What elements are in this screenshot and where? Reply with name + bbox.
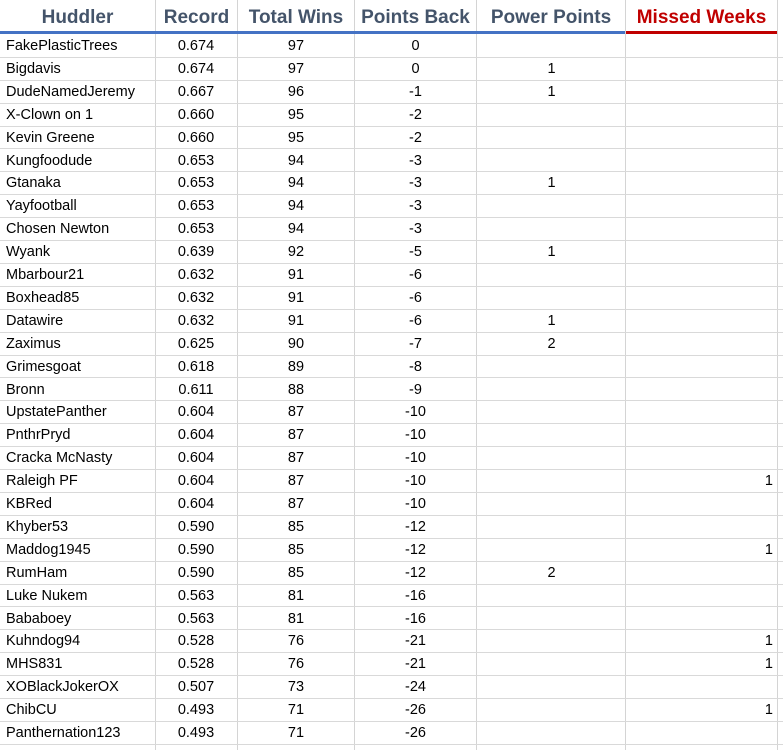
cell-huddler[interactable]: Bronn <box>6 381 45 398</box>
table-row <box>0 58 783 81</box>
cell-record[interactable]: 0.604 <box>177 473 215 490</box>
cell-missed-weeks[interactable] <box>627 150 773 173</box>
table-row <box>0 241 783 264</box>
cell-power-points[interactable] <box>478 699 625 722</box>
table-row <box>0 516 783 539</box>
cell-missed-weeks[interactable] <box>627 81 773 104</box>
cell-huddler[interactable]: PnthrPryd <box>6 427 71 444</box>
cell-missed-weeks[interactable]: 1 <box>764 633 773 650</box>
cell-power-points[interactable]: 2 <box>547 564 556 581</box>
cell-total-wins[interactable]: 89 <box>287 358 305 375</box>
cell-power-points[interactable] <box>478 585 625 608</box>
cell-points-back[interactable]: -26 <box>405 725 426 741</box>
table-row <box>0 104 783 127</box>
cell-record[interactable]: 0.653 <box>177 175 215 192</box>
cell-power-points[interactable] <box>478 379 625 402</box>
cell-power-points[interactable] <box>478 287 625 310</box>
cell-power-points[interactable] <box>478 539 625 562</box>
cell-record[interactable]: 0.590 <box>177 564 215 581</box>
cell-power-points[interactable] <box>478 195 625 218</box>
cell-missed-weeks[interactable] <box>627 195 773 218</box>
cell-record[interactable]: 0.604 <box>177 450 215 467</box>
cell-missed-weeks[interactable] <box>627 310 773 333</box>
cell-points-back[interactable]: -10 <box>405 450 426 467</box>
cell-points-back[interactable]: -21 <box>405 656 426 673</box>
cell-missed-weeks[interactable] <box>627 608 773 631</box>
cell-total-wins[interactable]: 85 <box>287 541 305 558</box>
cell-record[interactable]: 0.590 <box>177 541 215 558</box>
cell-total-wins[interactable]: 94 <box>287 175 305 192</box>
cell-huddler[interactable]: Mbarbour21 <box>6 267 85 283</box>
cell-huddler[interactable]: Gtanaka <box>6 175 61 192</box>
cell-record[interactable]: 0.674 <box>177 38 215 54</box>
cell-record[interactable]: 0.507 <box>177 679 215 696</box>
cell-huddler[interactable]: DudeNamedJeremy <box>6 83 135 100</box>
cell-record[interactable]: 0.618 <box>177 358 215 375</box>
cell-missed-weeks[interactable] <box>627 585 773 608</box>
cell-total-wins[interactable]: 87 <box>287 473 305 490</box>
cell-missed-weeks[interactable] <box>627 241 773 264</box>
header-total-wins[interactable]: Total Wins <box>248 6 344 28</box>
cell-power-points[interactable] <box>478 264 625 287</box>
cell-total-wins[interactable]: 94 <box>287 198 305 215</box>
cell-power-points[interactable] <box>478 150 625 173</box>
cell-total-wins[interactable]: 73 <box>287 679 305 696</box>
header-huddler[interactable]: Huddler <box>41 6 114 28</box>
cell-missed-weeks[interactable] <box>627 104 773 127</box>
cell-huddler[interactable]: UpstatePanther <box>6 404 107 421</box>
table-row <box>0 81 783 104</box>
cell-power-points[interactable] <box>478 470 625 493</box>
cell-total-wins[interactable]: 91 <box>287 312 305 329</box>
cell-total-wins[interactable]: 87 <box>287 496 305 512</box>
cell-huddler[interactable]: Zaximus <box>6 335 61 352</box>
cell-power-points[interactable] <box>478 218 625 241</box>
cell-total-wins[interactable]: 95 <box>287 129 305 146</box>
cell-missed-weeks[interactable] <box>627 287 773 310</box>
table-row <box>0 310 783 333</box>
table-row <box>0 218 783 241</box>
cell-points-back[interactable]: -10 <box>405 404 426 421</box>
cell-huddler[interactable]: Bababoey <box>6 610 72 627</box>
cell-points-back[interactable]: -12 <box>405 564 426 581</box>
cell-huddler[interactable]: Cracka McNasty <box>6 450 113 467</box>
cell-total-wins[interactable]: 85 <box>287 518 305 535</box>
cell-power-points[interactable] <box>478 516 625 539</box>
cell-huddler[interactable]: Wyank <box>6 244 51 261</box>
cell-points-back[interactable]: -26 <box>405 702 426 719</box>
cell-power-points[interactable] <box>478 104 625 127</box>
cell-power-points[interactable] <box>478 447 625 470</box>
cell-power-points[interactable] <box>478 676 625 699</box>
cell-total-wins[interactable]: 87 <box>287 427 305 444</box>
cell-huddler[interactable]: KBRed <box>6 496 52 512</box>
cell-missed-weeks[interactable] <box>627 722 773 745</box>
table-row <box>0 676 783 699</box>
cell-total-wins[interactable]: 71 <box>287 702 305 719</box>
cell-huddler[interactable]: Raleigh PF <box>6 473 78 490</box>
table-row <box>0 35 783 58</box>
cell-missed-weeks[interactable] <box>627 127 773 150</box>
cell-record[interactable]: 0.528 <box>177 633 215 650</box>
cell-huddler[interactable]: Chosen Newton <box>6 221 110 238</box>
table-row <box>0 722 783 745</box>
table-row <box>0 150 783 173</box>
cell-record[interactable]: 0.632 <box>177 312 215 329</box>
table-row <box>0 264 783 287</box>
cell-huddler[interactable]: Grimesgoat <box>6 358 81 375</box>
cell-record[interactable]: 0.625 <box>177 335 215 352</box>
cell-missed-weeks[interactable] <box>627 379 773 402</box>
table-row <box>0 127 783 150</box>
cell-points-back[interactable]: -9 <box>409 381 422 398</box>
cell-points-back[interactable]: -16 <box>405 610 426 627</box>
cell-points-back[interactable]: -3 <box>409 221 422 238</box>
cell-huddler[interactable]: XOBlackJokerOX <box>6 679 119 696</box>
cell-power-points[interactable] <box>478 493 625 516</box>
header-underline <box>0 31 625 34</box>
cell-total-wins[interactable]: 92 <box>287 244 305 261</box>
cell-total-wins[interactable]: 95 <box>287 106 305 123</box>
cell-huddler[interactable]: Maddog1945 <box>6 541 91 558</box>
cell-huddler[interactable]: Kevin Greene <box>6 129 95 146</box>
cell-total-wins[interactable]: 87 <box>287 450 305 467</box>
table-row <box>0 287 783 310</box>
cell-record[interactable]: 0.674 <box>177 60 215 77</box>
table-row <box>0 333 783 356</box>
cell-huddler[interactable]: Luke Nukem <box>6 587 88 604</box>
cell-record[interactable]: 0.604 <box>177 427 215 444</box>
cell-total-wins[interactable]: 96 <box>287 83 305 100</box>
cell-power-points[interactable]: 1 <box>547 175 556 192</box>
cell-huddler[interactable]: Kungfoodude <box>6 152 93 169</box>
missed-header-underline <box>626 31 777 34</box>
cell-record[interactable]: 0.653 <box>177 152 215 169</box>
header-missed-weeks[interactable]: Missed Weeks <box>636 6 767 28</box>
cell-points-back[interactable]: -10 <box>405 427 426 444</box>
cell-record[interactable]: 0.493 <box>177 725 215 741</box>
cell-huddler[interactable]: Kuhndog94 <box>6 633 81 650</box>
table-row <box>0 379 783 402</box>
cell-power-points[interactable] <box>478 401 625 424</box>
cell-record[interactable]: 0.667 <box>177 83 215 100</box>
cell-huddler[interactable]: Panthernation123 <box>6 725 121 741</box>
cell-record[interactable]: 0.604 <box>177 404 215 421</box>
cell-points-back[interactable]: -2 <box>409 129 422 146</box>
cell-power-points[interactable] <box>478 722 625 745</box>
cell-points-back[interactable]: -10 <box>405 496 426 512</box>
cell-total-wins[interactable]: 88 <box>287 381 305 398</box>
cell-huddler[interactable]: FakePlasticTrees <box>6 38 118 54</box>
cell-missed-weeks[interactable] <box>627 35 773 58</box>
cell-record[interactable]: 0.632 <box>177 267 215 283</box>
table-row <box>0 699 783 722</box>
cell-points-back[interactable]: 0 <box>411 60 420 77</box>
cell-total-wins[interactable]: 91 <box>287 267 305 283</box>
cell-record[interactable]: 0.604 <box>177 496 215 512</box>
cell-missed-weeks[interactable] <box>627 493 773 516</box>
cell-power-points[interactable] <box>478 356 625 379</box>
cell-total-wins[interactable]: 90 <box>287 335 305 352</box>
table-row <box>0 195 783 218</box>
cell-missed-weeks[interactable] <box>627 447 773 470</box>
cell-points-back[interactable]: -3 <box>409 198 422 215</box>
cell-missed-weeks[interactable] <box>627 58 773 81</box>
cell-record[interactable]: 0.653 <box>177 221 215 238</box>
cell-points-back[interactable]: -6 <box>409 312 422 329</box>
cell-huddler[interactable]: RumHam <box>6 564 68 581</box>
cell-missed-weeks[interactable] <box>627 218 773 241</box>
cell-points-back[interactable]: -7 <box>409 335 422 352</box>
cell-total-wins[interactable]: 71 <box>287 725 305 741</box>
cell-points-back[interactable]: -24 <box>405 679 426 696</box>
cell-power-points[interactable] <box>478 424 625 447</box>
cell-record[interactable]: 0.563 <box>177 610 215 627</box>
cell-missed-weeks[interactable] <box>627 172 773 195</box>
table-row <box>0 630 783 653</box>
cell-total-wins[interactable]: 85 <box>287 564 305 581</box>
cell-points-back[interactable]: -1 <box>409 83 422 100</box>
cell-points-back[interactable]: -21 <box>405 633 426 650</box>
cell-record[interactable]: 0.528 <box>177 656 215 673</box>
cell-record[interactable]: 0.611 <box>178 381 214 398</box>
cell-huddler[interactable]: X-Clown on 1 <box>6 106 94 123</box>
cell-power-points[interactable]: 1 <box>547 83 556 100</box>
cell-huddler[interactable]: Datawire <box>6 312 64 329</box>
table-row <box>0 401 783 424</box>
cell-total-wins[interactable]: 97 <box>287 38 305 54</box>
cell-points-back[interactable]: -8 <box>409 358 422 375</box>
cell-total-wins[interactable]: 97 <box>287 60 305 77</box>
table-row <box>0 562 783 585</box>
cell-points-back[interactable]: -3 <box>409 175 422 192</box>
cell-total-wins[interactable]: 81 <box>287 587 305 604</box>
cell-points-back[interactable]: -2 <box>409 106 422 123</box>
cell-record[interactable]: 0.590 <box>177 518 215 535</box>
cell-points-back[interactable]: -12 <box>405 518 426 535</box>
table-row <box>0 539 783 562</box>
header-record[interactable]: Record <box>163 6 230 28</box>
cell-power-points[interactable] <box>478 127 625 150</box>
cell-points-back[interactable]: -3 <box>409 152 422 169</box>
table-row <box>0 447 783 470</box>
cell-record[interactable]: 0.493 <box>177 702 215 719</box>
cell-points-back[interactable]: -5 <box>409 244 422 261</box>
table-row <box>0 470 783 493</box>
table-row <box>0 493 783 516</box>
cell-power-points[interactable]: 2 <box>547 335 556 352</box>
cell-points-back[interactable]: -10 <box>405 473 426 490</box>
cell-missed-weeks[interactable]: 1 <box>764 702 773 719</box>
cell-power-points[interactable] <box>478 35 625 58</box>
table-row <box>0 424 783 447</box>
cell-missed-weeks[interactable] <box>627 356 773 379</box>
cell-total-wins[interactable]: 81 <box>287 610 305 627</box>
table-row <box>0 585 783 608</box>
cell-power-points[interactable] <box>478 630 625 653</box>
cell-missed-weeks[interactable]: 1 <box>764 473 773 490</box>
cell-power-points[interactable] <box>478 608 625 631</box>
cell-power-points[interactable]: 1 <box>547 312 556 329</box>
row-divider <box>0 744 783 745</box>
cell-huddler[interactable]: Boxhead85 <box>6 289 80 306</box>
cell-missed-weeks[interactable] <box>627 516 773 539</box>
cell-missed-weeks[interactable] <box>627 333 773 356</box>
cell-points-back[interactable]: -6 <box>409 289 422 306</box>
cell-power-points[interactable]: 1 <box>547 244 556 261</box>
cell-total-wins[interactable]: 91 <box>287 289 305 306</box>
cell-total-wins[interactable]: 87 <box>287 404 305 421</box>
cell-huddler[interactable]: ChibCU <box>6 702 57 719</box>
cell-record[interactable]: 0.563 <box>177 587 215 604</box>
cell-missed-weeks[interactable] <box>627 401 773 424</box>
cell-record[interactable]: 0.632 <box>177 289 215 306</box>
cell-power-points[interactable]: 1 <box>547 60 556 77</box>
cell-total-wins[interactable]: 94 <box>287 221 305 238</box>
cell-missed-weeks[interactable] <box>627 562 773 585</box>
cell-huddler[interactable]: Khyber53 <box>6 518 69 535</box>
cell-points-back[interactable]: -12 <box>405 541 426 558</box>
header-power-points[interactable]: Power Points <box>490 6 612 28</box>
cell-total-wins[interactable]: 94 <box>287 152 305 169</box>
cell-huddler[interactable]: MHS831 <box>6 656 63 673</box>
cell-missed-weeks[interactable] <box>627 676 773 699</box>
cell-record[interactable]: 0.653 <box>177 198 215 215</box>
table-row <box>0 172 783 195</box>
cell-total-wins[interactable]: 76 <box>287 633 305 650</box>
cell-points-back[interactable]: -16 <box>405 587 426 604</box>
cell-points-back[interactable]: -6 <box>409 267 422 283</box>
cell-record[interactable]: 0.639 <box>177 244 215 261</box>
cell-record[interactable]: 0.660 <box>177 129 215 146</box>
cell-total-wins[interactable]: 76 <box>287 656 305 673</box>
cell-missed-weeks[interactable] <box>627 264 773 287</box>
cell-huddler[interactable]: Yayfootball <box>6 198 77 215</box>
table-row <box>0 608 783 631</box>
header-points-back[interactable]: Points Back <box>361 6 470 28</box>
cell-missed-weeks[interactable]: 1 <box>764 656 773 673</box>
cell-points-back[interactable]: 0 <box>411 38 420 54</box>
cell-missed-weeks[interactable]: 1 <box>764 541 773 558</box>
cell-record[interactable]: 0.660 <box>177 106 215 123</box>
cell-huddler[interactable]: Bigdavis <box>6 60 61 77</box>
table-row <box>0 653 783 676</box>
cell-power-points[interactable] <box>478 653 625 676</box>
table-row <box>0 356 783 379</box>
cell-missed-weeks[interactable] <box>627 424 773 447</box>
